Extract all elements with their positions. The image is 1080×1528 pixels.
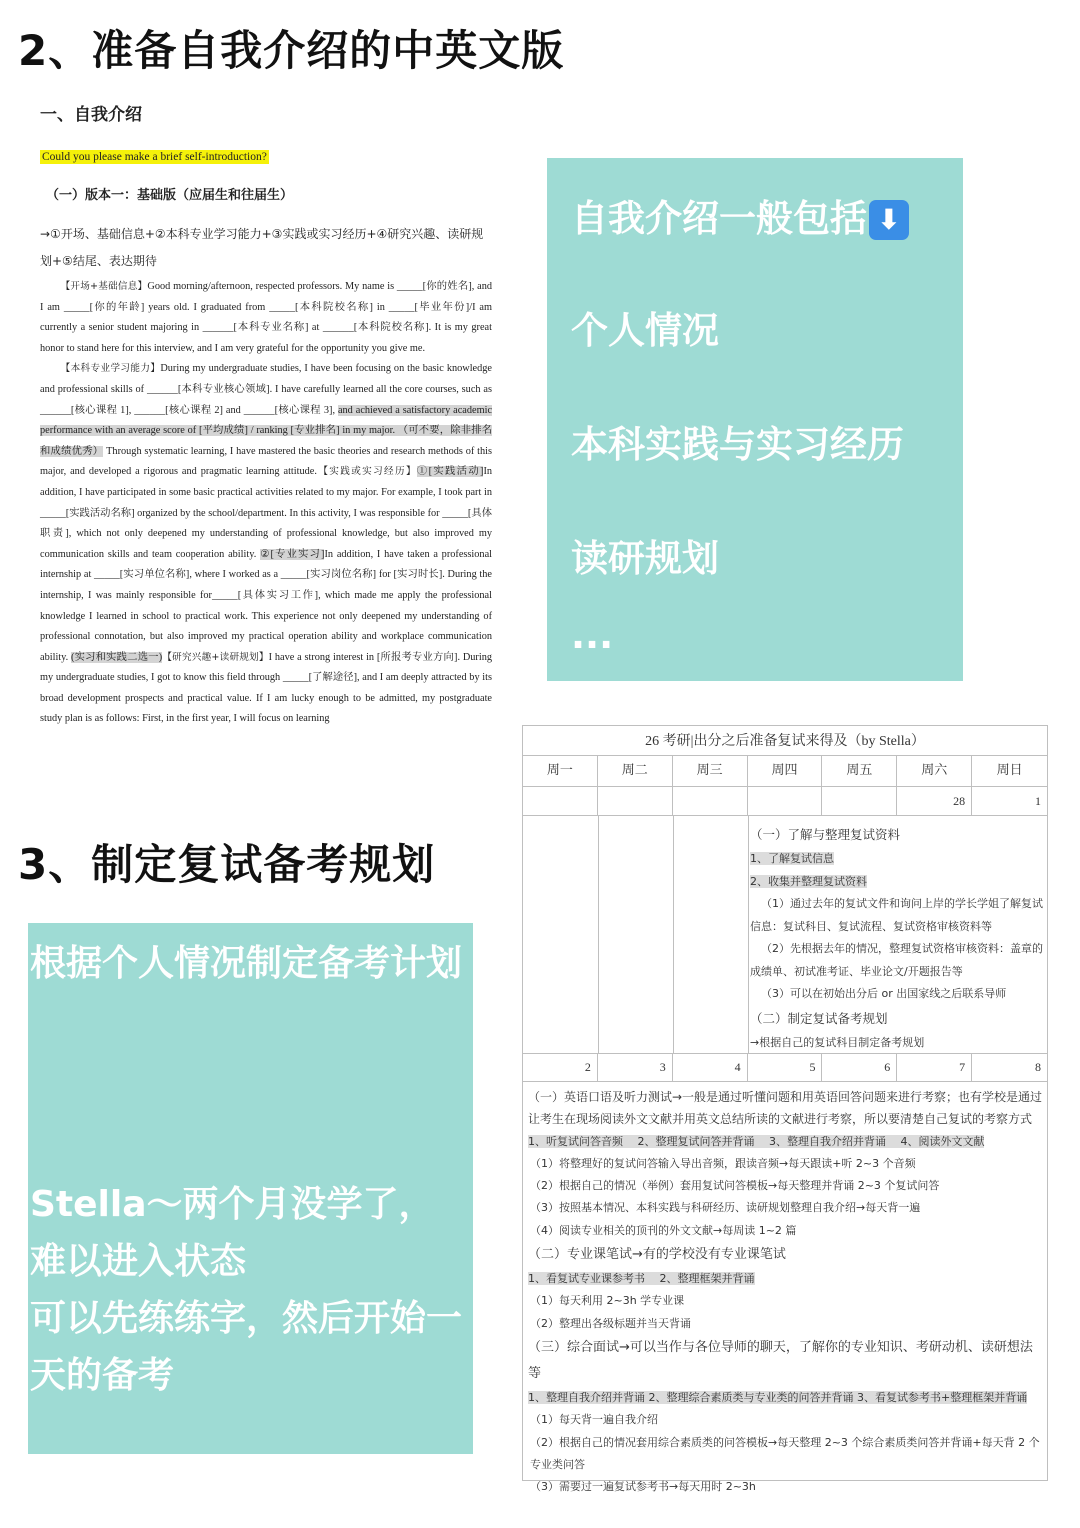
task-item: （1）每天利用 2~3h 学专业课 [530, 1294, 685, 1308]
card-item: ... [571, 614, 614, 657]
date-cell: 6 [822, 1053, 897, 1081]
weekday-cell: 周二 [598, 756, 673, 786]
weekday-cell: 周五 [822, 756, 897, 786]
task-step: 1、整理自我介绍并背诵 2、整理综合素质类与专业类的问答并背诵 3、看复试参考书+整理框架并背诵 [528, 1390, 1028, 1404]
self-intro-document [40, 100, 492, 730]
doc-paragraph-study [40, 359, 492, 730]
date-cell: 3 [598, 1053, 673, 1081]
task-item: （2）整理出各级标题并当天背诵 [530, 1316, 691, 1330]
date-cell [598, 787, 673, 815]
task-item: （1）将整理好的复试问答输入导出音频，跟读音频→每天跟读+听 2~3 个音频 [530, 1156, 916, 1170]
doc-structure-flow: →①开场、基础信息+②本科专业学习能力+③实践或实习经历+④研究兴趣、读研规划+⑤结尾、表达期待 [40, 227, 484, 268]
task-item: （3）可以在初始出分后 or 出国家线之后联系导师 [761, 987, 1007, 1000]
date-cell [748, 787, 823, 815]
section-heading-plan: 3、制定复试备考规划 [18, 840, 436, 889]
doc-tag: 【本科专业学习能力】 [60, 363, 161, 375]
card-item: 个人情况 [571, 309, 719, 352]
task-item: （4）阅读专业相关的顶刊的外文文献→每周读 1~2 篇 [530, 1223, 797, 1237]
study-schedule-table [522, 725, 1048, 1494]
date-row-week1 [523, 787, 1047, 816]
task-heading: （三）综合面试→可以当作与各位导师的聊天，了解你的专业知识、考研动机、读研想法等 [528, 1339, 1033, 1381]
doc-text: Good morning/afternoon, respected professors. My name is _____[你的姓名], and I am _____[你的年龄] years old. I graduated from _____[本科院校名称] in _____[毕业年份]/I am currently a senior student majoring in ______[本科专业名称] at ______[本科院校名称]. It is my great honor to stand here for this interview, and I am very grateful for the opportunity you give me. [40, 281, 492, 354]
task-item: （1）通过去年的复试文件和询问上岸的学长学姐了解复试信息：复试科目、复试流程、复试资格审核资料等 [750, 897, 1043, 933]
doc-text: Through systematic learning, I have mastered the basic theories and research methods of this major, and developed a rigorous and pragmatic learning attitude. [40, 445, 493, 478]
doc-tag: 【研究兴趣+读研规划】 [162, 651, 269, 663]
card-item: 本科实践与实习经历 [571, 423, 904, 466]
doc-paragraph-opening [40, 277, 492, 359]
weekday-cell: 周三 [673, 756, 748, 786]
weekday-header-row [523, 756, 1047, 787]
task-item: （2）根据自己的情况（举例）套用复试问答模板→每天整理并背诵 2~3 个复试问答 [530, 1179, 940, 1193]
task-step: 1、看复试专业课参考书 2、整理框架并背诵 [528, 1272, 755, 1286]
weekday-cell: 周四 [748, 756, 823, 786]
weekday-cell: 周日 [996, 763, 1023, 778]
task-item: （3）按照基本情况、本科实践与科研经历、读研规划整理自我介绍→每天背一遍 [530, 1201, 921, 1215]
week2-tasks [528, 1086, 1044, 1498]
doc-tag: 【开场+基础信息】 [60, 281, 148, 292]
down-arrow-icon: ⬇ [869, 200, 909, 240]
plan-note-card [28, 923, 473, 1454]
weekday-cell: 周六 [897, 756, 972, 786]
date-cell: 28 [897, 787, 972, 815]
task-heading: （一）了解与整理复试资料 [750, 827, 901, 842]
date-cell [822, 787, 897, 815]
schedule-title: 26 考研|出分之后准备复试来得及（by Stella） [523, 726, 1047, 756]
week1-tasks [750, 822, 1046, 1054]
task-step: 1、了解复试信息 [750, 852, 834, 865]
date-row-week2 [523, 1053, 1047, 1082]
card-title [571, 190, 941, 248]
task-item: （2）先根据去年的情况，整理复试资格审核资料：盖章的成绩单、初试准考证、毕业论文/开题报告等 [750, 942, 1043, 978]
card-line: 根据个人情况制定备考计划 [30, 943, 463, 984]
date-cell: 1 [1035, 794, 1042, 808]
task-step: 2、收集并整理复试资料 [750, 874, 867, 888]
doc-text: During my undergraduate studies, I have been focusing on the basic knowledge and professional skills of ______[本科专业核心领域]. I have carefully learned all the core courses, such as ______[核心课程 1], ______[核心课程 2] and ______[核心课程 3], [40, 363, 492, 416]
card-line: 可以先练练字，然后开始一天的备考 [30, 1298, 463, 1396]
task-item: （2）根据自己的情况套用综合素质类的问答模板→每天整理 2~3 个综合素质类问答并背诵+每天背 2 个专业类问答 [530, 1435, 1040, 1471]
doc-text: In addition, I have taken a professional internship at _____[实习单位名称], where I worked as a _____[实习岗位名称] for [实习时长]. During the internship, I was mainly responsible for_____[具体实习工作], which made me apply the professional knowledge I learned in school to practical work. This experience not only deepened my understanding of professional connotation, but also improved my practical operation ability and workplace communication ability. [40, 548, 493, 663]
doc-highlight: and achieved a satisfactory academic performance with an average score of [平均成绩] / ranking [专业排名] in my major. （可不要，除非排名和成绩优秀） [40, 404, 493, 457]
task-heading: （二）专业课笔试→有的学校没有专业课笔试 [528, 1247, 786, 1263]
section-heading-self-intro: 2、准备自我介绍的中英文版 [18, 26, 565, 75]
date-cell: 4 [673, 1053, 748, 1081]
date-cell [523, 787, 598, 815]
date-cell: 8 [1035, 1060, 1042, 1074]
doc-highlight: ①[实践活动] [416, 466, 484, 478]
doc-text: I have a strong interest in [所报考专业方向]. During my undergraduate studies, I got to know this field through _____[了解途径], and I am deeply attracted by its broad development prospects and practical value. If I am lucky enough to be admitted, my postgraduate study plan is as follows: First, in the first year, I will focus on learning [40, 651, 493, 725]
weekday-cell: 周一 [523, 756, 598, 786]
task-item: （1）每天背一遍自我介绍 [530, 1413, 658, 1427]
task-item: （3）需要过一遍复试参考书→每天用时 2~3h [530, 1480, 756, 1494]
task-item: →根据自己的复试科目制定备考规划 [750, 1035, 925, 1049]
doc-version-title: （一）版本一：基础版（应届生和往届生） [46, 188, 294, 203]
intro-contents-card [547, 158, 963, 681]
date-cell: 5 [748, 1053, 823, 1081]
doc-tag: 【实践或实习经历】 [316, 466, 417, 478]
doc-question: Could you please make a brief self-introduction? [42, 151, 267, 163]
task-step: 1、听复试问答音频 2、整理复试问答并背诵 3、整理自我介绍并背诵 4、阅读外文文献 [528, 1134, 985, 1148]
date-cell: 7 [897, 1053, 972, 1081]
card-item: 读研规划 [571, 537, 719, 580]
card-title-text: 自我介绍一般包括 [571, 197, 867, 240]
task-heading: （一）英语口语及听力测试→一般是通过听懂问题和用英语回答问题来进行考察；也有学校是通过让考生在现场阅读外文文献并用英文总结所读的文献进行考察，所以要清楚自己复试的考察方式 [528, 1090, 1043, 1127]
doc-text: In addition, I have participated in some basic practical activities related to my major. For example, I took part in _____[实践活动名称] organized by the school/department. In this activity, I was responsible for _____[具体职责], which not only deepened my understanding of professional knowledge, but also improved my communication skills and team cooperation ability. [40, 466, 493, 560]
card-line: Stella～两个月没学了，难以进入状态 [30, 1184, 435, 1282]
doc-highlight: ②[专业实习] [260, 548, 325, 560]
doc-section-title: 一、自我介绍 [40, 105, 142, 125]
date-cell: 2 [523, 1053, 598, 1081]
doc-highlight: (实习和实践二选一) [71, 651, 163, 663]
task-heading: （二）制定复试备考规划 [750, 1010, 888, 1026]
date-cell [673, 787, 748, 815]
week1-task-cell [523, 816, 1047, 1054]
